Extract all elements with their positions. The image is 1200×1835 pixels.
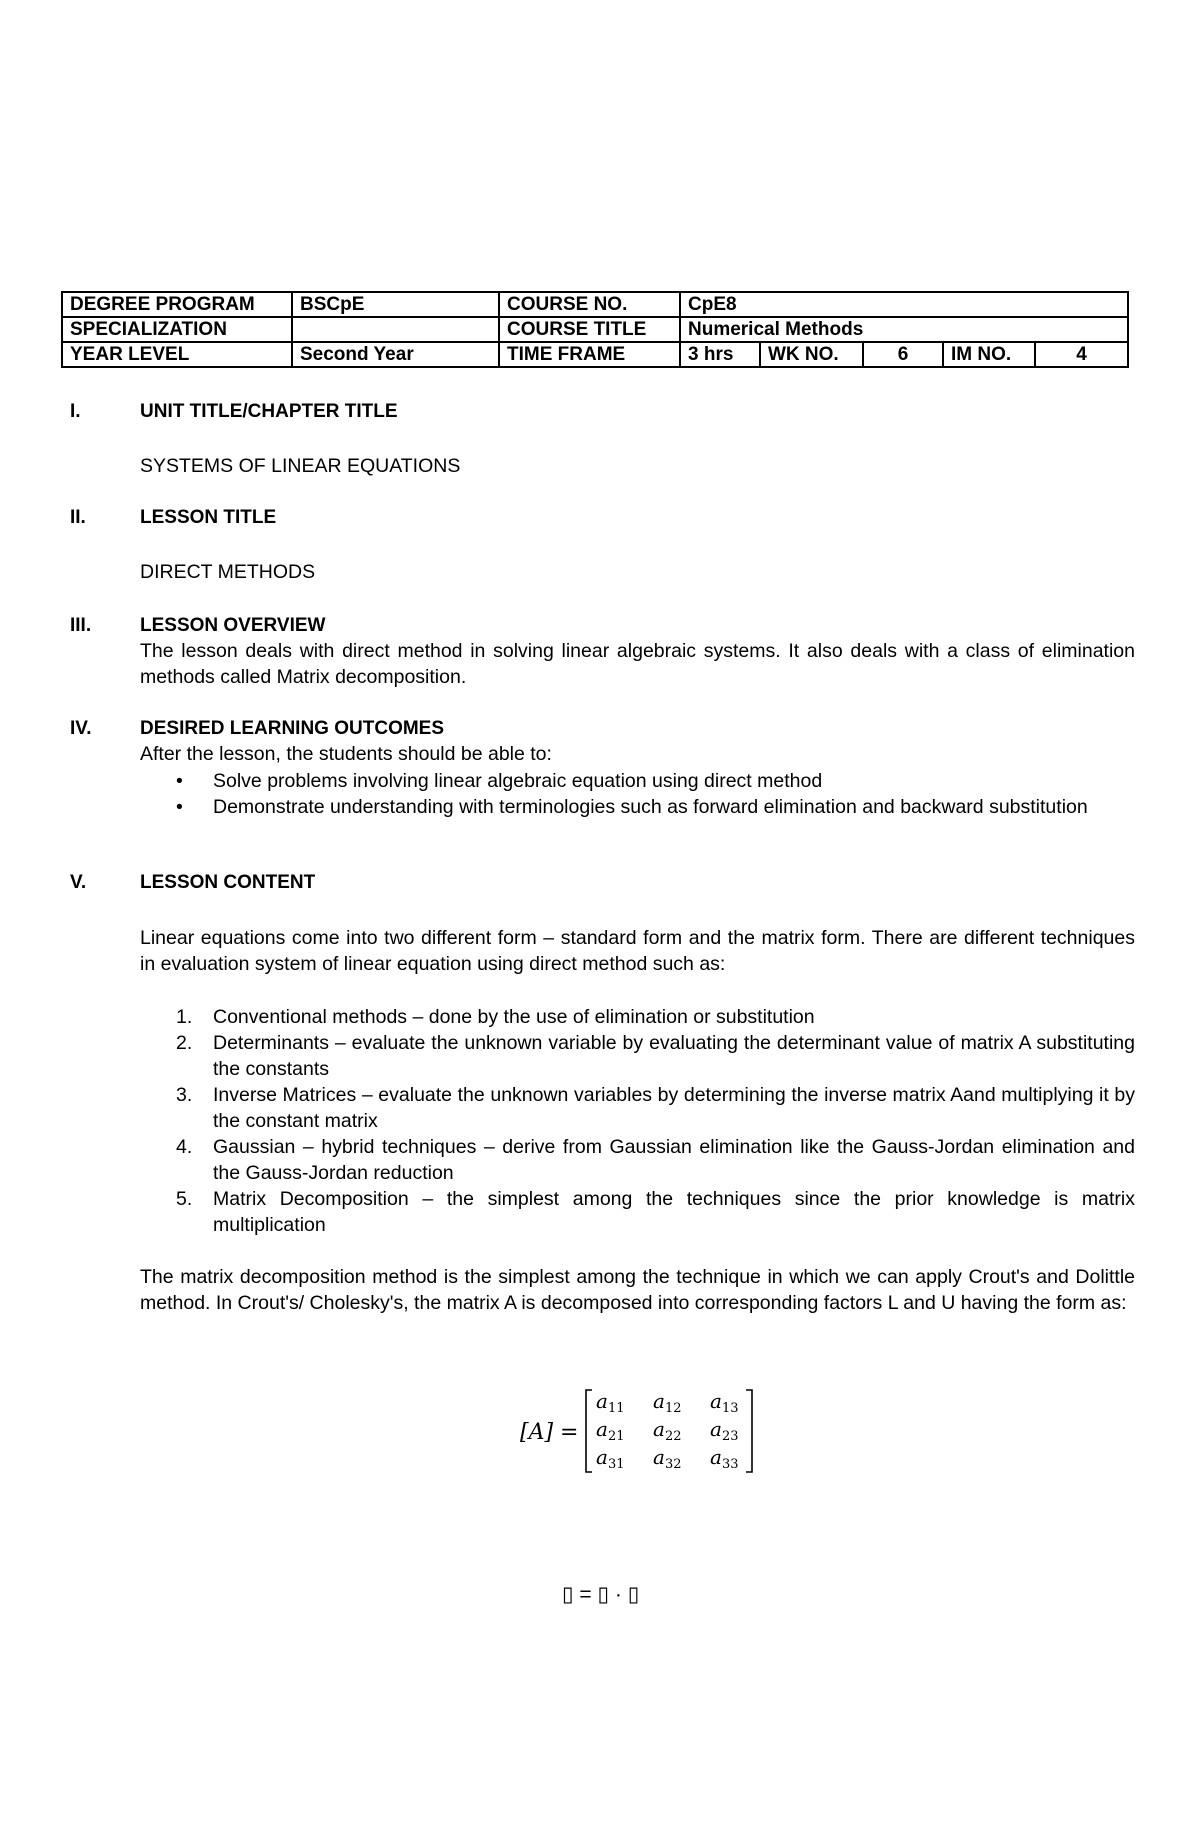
table-row <box>62 317 1128 342</box>
section-number: IV. <box>70 718 92 739</box>
matrix-lhs: [A] = <box>520 1420 579 1445</box>
list-item: 2. Determinants – evaluate the unknown variable by evaluating the determinant value of matrix A substituting the constants <box>176 1032 1135 1080</box>
left-bracket <box>586 1390 592 1472</box>
lesson-content-paragraph-1: Linear equations come into two different form – standard form and the matrix form. There are different techniques in evaluation system of linear equation using direct method such as: <box>140 927 1135 975</box>
lesson-content-paragraph-2: The matrix decomposition method is the simplest among the technique in which we can apply Crout's and Dolittle method. In Crout's/ Cholesky's, the matrix A is decomposed into corresponding factors L and U having the form as: <box>140 1266 1135 1314</box>
lesson-overview-text: The lesson deals with direct method in solving linear algebraic systems. It also deals with a class of elimination methods called Matrix decomposition. <box>140 640 1135 688</box>
section-title: LESSON TITLE <box>140 507 277 528</box>
course-title-value: Numerical Methods <box>680 317 1128 342</box>
list-item: • Demonstrate understanding with terminologies such as forward elimination and backward substitution <box>176 796 1088 818</box>
matrix-entry: $a_{23}$ <box>710 1417 739 1444</box>
list-item: 3. Inverse Matrices – evaluate the unknown variables by determining the inverse matrix Aand multiplying it by the constant matrix <box>176 1084 1135 1132</box>
course-title-label: COURSE TITLE <box>499 317 680 342</box>
list-item: 1. Conventional methods – done by the use of elimination or substitution <box>176 1006 815 1028</box>
year-level-value: Second Year <box>292 342 499 367</box>
matrix-entry: $a_{32}$ <box>653 1445 682 1472</box>
section-title: LESSON OVERVIEW <box>140 615 326 636</box>
list-item: • Solve problems involving linear algebraic equation using direct method <box>176 770 823 792</box>
matrix-entry: $a_{12}$ <box>653 1389 682 1416</box>
matrix-equation <box>520 1386 760 1481</box>
im-no-label: IM NO. <box>943 342 1035 367</box>
specialization-label: SPECIALIZATION <box>62 317 292 342</box>
degree-program-label: DEGREE PROGRAM <box>62 292 292 317</box>
course-info-table <box>61 291 1129 368</box>
matrix-a-figure <box>520 1386 760 1476</box>
time-frame-value: 3 hrs <box>680 342 760 367</box>
list-item: 4. Gaussian – hybrid techniques – derive from Gaussian elimination like the Gauss-Jordan elimination and the Gauss-Jordan reduction <box>176 1136 1135 1184</box>
matrix-entry: $a_{11}$ <box>596 1389 625 1416</box>
section-title: LESSON CONTENT <box>140 872 316 893</box>
decomposition-equation: ▯ = ▯ · ▯ <box>562 1583 640 1606</box>
specialization-value <box>292 317 499 342</box>
course-no-value: CpE8 <box>680 292 1128 317</box>
im-no-value: 4 <box>1035 342 1128 367</box>
table-row <box>62 342 1128 367</box>
year-level-label: YEAR LEVEL <box>62 342 292 367</box>
outcomes-list <box>140 768 1135 820</box>
outcomes-intro: After the lesson, the students should be able to: <box>140 743 552 765</box>
section-title: UNIT TITLE/CHAPTER TITLE <box>140 401 398 422</box>
matrix-entry: $a_{22}$ <box>653 1417 682 1444</box>
bullet-icon: • <box>176 770 183 792</box>
lesson-title-text: DIRECT METHODS <box>140 561 316 583</box>
matrix-entry: $a_{33}$ <box>710 1445 739 1472</box>
week-no-value: 6 <box>863 342 943 367</box>
week-no-label: WK NO. <box>760 342 863 367</box>
methods-list <box>140 1004 1135 1238</box>
section-number: V. <box>70 872 87 893</box>
section-number: I. <box>70 401 81 422</box>
matrix-entry: $a_{21}$ <box>596 1417 625 1444</box>
right-bracket <box>746 1390 752 1472</box>
degree-program-value: BSCpE <box>292 292 499 317</box>
section-title: DESIRED LEARNING OUTCOMES <box>140 718 445 739</box>
bullet-icon: • <box>176 796 183 818</box>
matrix-entry: $a_{13}$ <box>710 1389 739 1416</box>
unit-title-text: SYSTEMS OF LINEAR EQUATIONS <box>140 455 461 477</box>
time-frame-label: TIME FRAME <box>499 342 680 367</box>
table-row <box>62 292 1128 317</box>
section-number: II. <box>70 507 86 528</box>
list-item: 5. Matrix Decomposition – the simplest among the techniques since the prior knowledge is matrix multiplication <box>176 1188 1135 1236</box>
course-no-label: COURSE NO. <box>499 292 680 317</box>
section-number: III. <box>70 615 92 636</box>
matrix-entry: $a_{31}$ <box>596 1445 625 1472</box>
